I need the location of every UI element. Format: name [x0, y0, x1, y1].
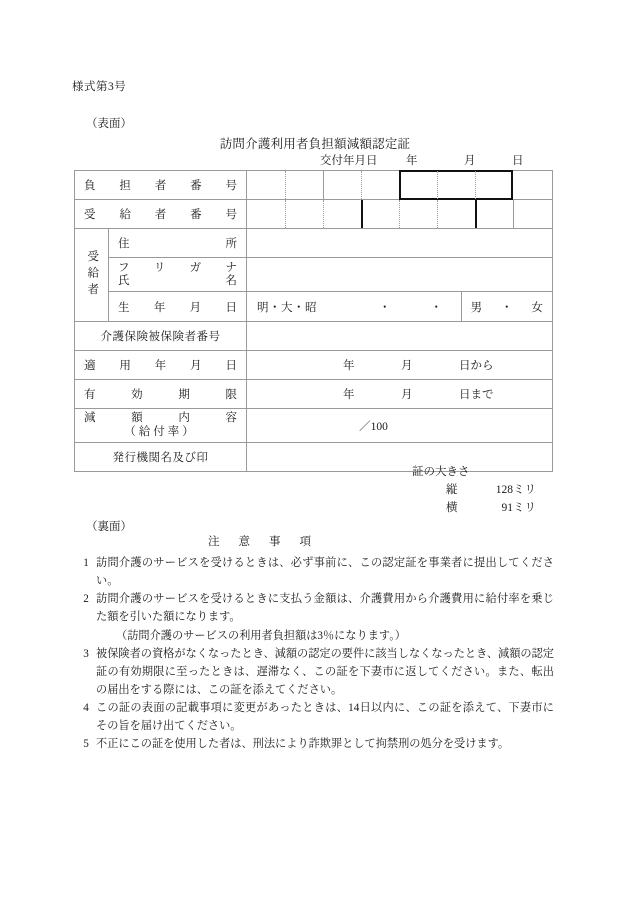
- note-text: 訪問介護のサービスを受けるときは、必ず事前に、この認定証を事業者に提出してください。: [96, 557, 554, 588]
- apply-date-day: 日から: [459, 360, 494, 372]
- recipient-block-label-cell: [75, 229, 109, 322]
- table-row-recipient-number: [75, 200, 553, 229]
- grid-divider: [437, 171, 438, 199]
- note-text: この証の表面の記載事項に変更があったときは、14日以内に、この証を添えて、下妻市にその旨を届け出てください。: [96, 702, 554, 733]
- document-title: 訪問介護利用者負担額減額認定証: [219, 137, 411, 151]
- table-row-birthdate: [75, 292, 553, 322]
- recipient-block-label: 受給者: [86, 250, 99, 300]
- apply-date-month: 月: [401, 360, 413, 372]
- birthdate-inner-table: [247, 292, 553, 321]
- notes-list: [76, 554, 554, 754]
- issue-date-day: 日: [512, 155, 524, 167]
- note-text: [96, 590, 554, 644]
- note-text: 被保険者の資格がなくなったとき、減額の認定の要件に該当しなくなったとき、減額の認定証の有効期限に至ったときは、遅滞なく、この証を下妻市に返してください。また、転出の届出をする際には、この証を添えてください。: [96, 647, 554, 696]
- gender-cell[interactable]: [461, 292, 553, 321]
- note-item: [76, 554, 554, 590]
- burden-number-input-grid[interactable]: [247, 171, 553, 200]
- name-label: 氏 名: [118, 274, 237, 287]
- burden-number-label: 負 担 者 番 号: [84, 180, 237, 192]
- burden-number-highlight-box: [399, 170, 513, 200]
- grid-divider: [513, 200, 514, 228]
- birthdate-era-row: [257, 299, 461, 315]
- note-number: 1: [83, 557, 89, 569]
- issue-date-month: 月: [464, 155, 476, 167]
- gender-female: 女: [531, 301, 544, 314]
- valid-until-label-cell: [75, 380, 247, 409]
- birthdate-value-cell[interactable]: [247, 292, 553, 322]
- note-number: 3: [83, 647, 89, 660]
- birthdate-separator-1: ・: [379, 301, 391, 314]
- grid-divider: [399, 200, 400, 228]
- form-number: 様式第3号: [72, 81, 127, 93]
- reduction-rate-value: ／100: [359, 420, 388, 433]
- size-note-width-value: 91ミリ: [501, 501, 536, 514]
- grid-divider: [361, 171, 362, 199]
- size-note-height-row: [446, 482, 536, 500]
- table-row-burden-number: [75, 171, 553, 200]
- table-row-apply-date: [75, 351, 553, 380]
- issuer-label-cell: 発行機関名及び印: [75, 443, 247, 472]
- grid-divider-thick: [475, 200, 477, 228]
- recipient-number-label: 受 給 者 番 号: [84, 209, 237, 221]
- table-row-name: [75, 258, 553, 292]
- reduction-value-cell[interactable]: [247, 409, 553, 443]
- size-note-width-key: 横: [446, 501, 458, 514]
- issue-date-line: [320, 152, 560, 168]
- grid-divider-thick: [361, 200, 363, 228]
- grid-divider: [323, 171, 324, 199]
- back-side-label: （裏面）: [86, 521, 132, 533]
- insured-number-input[interactable]: [247, 322, 553, 351]
- gender-male: 男: [470, 301, 484, 314]
- birthdate-label-cell: [109, 292, 247, 322]
- reduction-label-line2: （給付率）: [124, 425, 197, 438]
- apply-date-fields: [247, 357, 552, 373]
- size-note: [404, 464, 536, 517]
- recipient-number-cells: [247, 200, 552, 228]
- grid-divider: [475, 171, 476, 199]
- size-note-title: 証の大きさ: [412, 466, 470, 478]
- apply-date-value-cell[interactable]: [247, 351, 553, 380]
- notes-heading: 注意事項: [208, 536, 330, 548]
- note-number: 4: [83, 702, 89, 715]
- birthdate-eras: 明・大・昭: [257, 301, 317, 314]
- reduction-label-line1: 減 額 内 容: [84, 412, 237, 425]
- table-row-insured-number: [75, 322, 553, 351]
- note-item: [76, 590, 554, 644]
- recipient-number-input-grid[interactable]: [247, 200, 553, 229]
- apply-date-year: 年: [343, 360, 355, 372]
- grid-divider: [323, 200, 324, 228]
- issue-date-year: 年: [406, 155, 418, 167]
- birthdate-label: 生 年 月 日: [118, 301, 237, 314]
- note-number: 5: [83, 738, 89, 751]
- table-row-valid-until: [75, 380, 553, 409]
- size-note-width-row: [446, 500, 536, 518]
- burden-number-label-cell: [75, 171, 247, 200]
- birthdate-separator-2: ・: [430, 301, 442, 314]
- furigana-label: フ リ ガ ナ: [118, 261, 237, 274]
- valid-until-year: 年: [343, 389, 355, 401]
- insured-number-label-cell: 介護保険被保険者番号: [75, 322, 247, 351]
- address-label: 住 所: [118, 238, 237, 250]
- apply-date-label: 適 用 年 月 日: [84, 360, 237, 372]
- note-item: [76, 699, 554, 735]
- note-text-sub: （訪問介護のサービスの利用者負担額は3％になります。）: [116, 629, 406, 642]
- recipient-number-label-cell: [75, 200, 247, 229]
- size-note-height-key: 縦: [446, 483, 458, 496]
- valid-until-label: 有 効 期 限: [84, 389, 237, 401]
- table-row-address: [75, 229, 553, 258]
- burden-number-cells: [247, 171, 552, 199]
- valid-until-day: 日まで: [459, 389, 494, 401]
- name-input[interactable]: [247, 258, 553, 292]
- grid-divider: [437, 200, 438, 228]
- grid-divider: [285, 200, 286, 228]
- note-text: 不正にこの証を使用した者は、刑法により詐欺罪として拘禁刑の処分を受けます。: [96, 738, 510, 751]
- issue-date-label: 交付年月日: [320, 155, 378, 167]
- address-label-cell: [109, 229, 247, 258]
- table-row-reduction: [75, 409, 553, 443]
- note-text-main: 訪問介護のサービスを受けるときに支払う金額は、介護費用から介護費用に給付率を乗じた額を引いた額になります。: [96, 593, 554, 624]
- valid-until-fields: [247, 386, 552, 402]
- grid-divider: [285, 171, 286, 199]
- valid-until-month: 月: [401, 389, 413, 401]
- note-item: [76, 645, 554, 699]
- apply-date-label-cell: [75, 351, 247, 380]
- note-number: 2: [83, 593, 89, 606]
- size-note-height-value: 128ミリ: [495, 483, 536, 496]
- name-label-cell: [109, 258, 247, 292]
- address-input[interactable]: [247, 229, 553, 258]
- birthdate-era-cell[interactable]: [247, 292, 461, 321]
- certificate-table: [74, 170, 553, 472]
- front-side-label: （表面）: [86, 118, 132, 130]
- note-item: [76, 735, 554, 753]
- gender-separator: ・: [501, 301, 514, 314]
- valid-until-value-cell[interactable]: [247, 380, 553, 409]
- reduction-label-cell: [75, 409, 247, 443]
